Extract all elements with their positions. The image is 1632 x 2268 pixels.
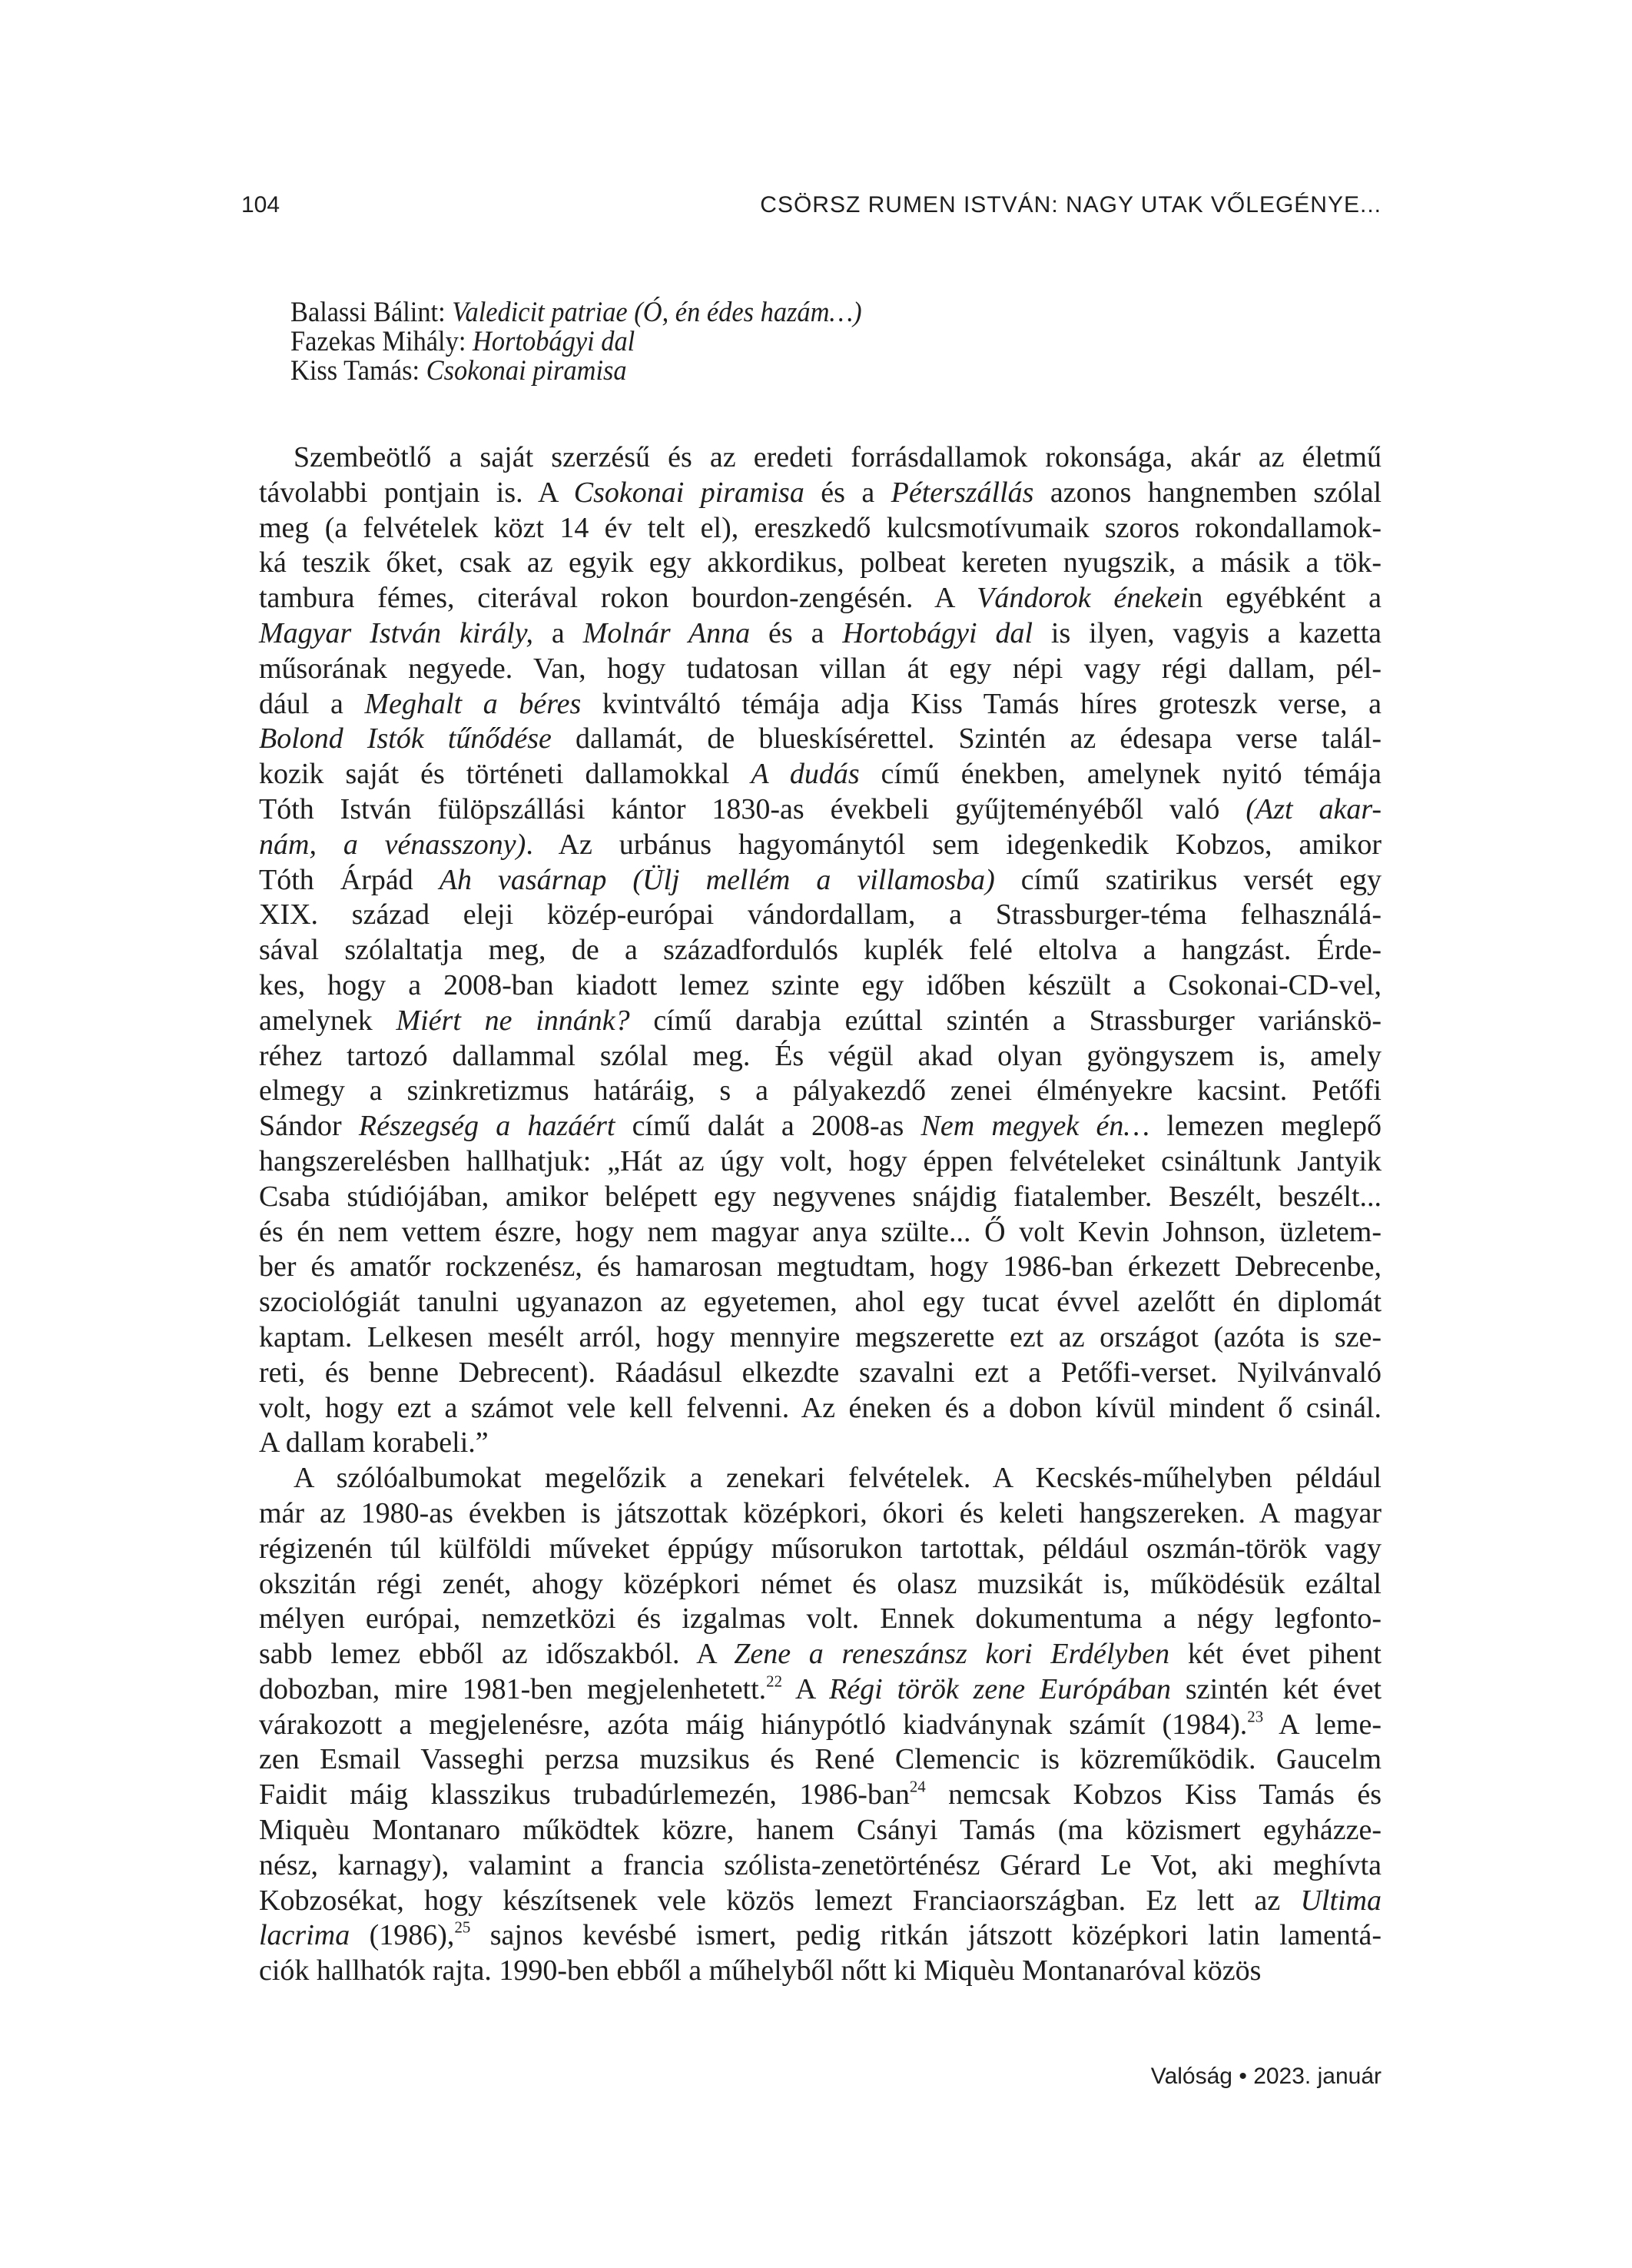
text-run: A: [782, 1672, 830, 1705]
text-line: [259, 1356, 1382, 1391]
text-run: ber és amatőr rockzenész, és hamarosan megtudtam, hogy 1986-ban érkezett Debrecenbe,: [259, 1250, 1382, 1283]
text-run: és én nem vettem észre, hogy nem magyar anya szülte... Ő volt Kevin Johnson, üzletem-: [259, 1215, 1382, 1248]
italic-title: Nem megyek én…: [920, 1110, 1150, 1143]
text-line: [259, 476, 1382, 511]
text-run: Tóth István fülöpszállási kántor 1830-as évekbeli gyűjteményéből való: [259, 792, 1246, 825]
footnote-reference: 23: [1247, 1707, 1264, 1726]
song-list-item: [290, 357, 862, 386]
text-line: [259, 581, 1382, 616]
text-run: kvintváltó témája adja Kiss Tamás híres groteszk verse, a: [581, 687, 1382, 720]
text-run: két évet pihent: [1169, 1638, 1382, 1671]
text-line: [259, 1884, 1382, 1919]
italic-title: (Azt akar-: [1246, 792, 1382, 825]
text-line: [259, 1461, 1382, 1496]
text-run: nész, karnagy), valamint a francia szólista-zenetörténész Gérard Le Vot, aki meghívta: [259, 1848, 1382, 1881]
italic-title: Csokonai piramisa: [573, 476, 804, 509]
text-run: várakozott a megjelenésre, azóta máig hiánypótló kiadványnak számít (1984).: [259, 1708, 1248, 1741]
text-run: kaptam. Lelkesen mesélt arról, hogy mennyire megszerette ezt az országot (azóta is sze-: [259, 1320, 1382, 1353]
text-line: [259, 1039, 1382, 1074]
italic-title: Péterszállás: [891, 476, 1034, 509]
text-run: volt, hogy ezt a számot vele kell felvenni. Az éneken és a dobon kívül mindent ő csinál.: [259, 1391, 1382, 1424]
journal-name: Valóság: [1150, 2064, 1232, 2089]
text-line: [259, 1109, 1382, 1144]
text-line: [259, 1004, 1382, 1039]
text-run: régizenén túl külföldi műveket éppúgy műsorukon tartottak, például oszmán-török vagy: [259, 1532, 1382, 1565]
text-run: szintén két évet: [1171, 1672, 1382, 1705]
footnote-reference: 24: [909, 1777, 926, 1796]
text-run: ciók hallhatók rajta. 1990-ben ebből a műhelyből nőtt ki Miquèu Montanaróval közös: [259, 1954, 1262, 1987]
text-run: elmegy a szinkretizmus határáig, s a pályakezdő zenei élményekre kacsint. Petőfi: [259, 1074, 1382, 1107]
text-line: [259, 1602, 1382, 1637]
running-title: CSÖRSZ RUMEN ISTVÁN: NAGY UTAK VŐLEGÉNYE...: [760, 192, 1382, 218]
text-run: okszitán régi zenét, ahogy középkori német és olasz muzsikát is, működésük ezáltal: [259, 1567, 1382, 1600]
text-run: meg (a felvételek közt 14 év telt el), ereszkedő kulcsmotívumaik szoros rokondallamok-: [259, 511, 1382, 544]
text-line: [259, 1532, 1382, 1567]
text-run: dallamát, de blueskísérettel. Szintén az édesapa verse talál-: [551, 722, 1382, 755]
text-run: kes, hogy a 2008-ban kiadott lemez szinte egy időben készült a Csokonai-CD-vel,: [259, 968, 1382, 1001]
text-line: [259, 652, 1382, 687]
italic-title: Bolond Istók tűnődése: [259, 722, 552, 755]
text-line: [259, 511, 1382, 546]
text-run: tambura fémes, citerával rokon bourdon-zengésén. A: [259, 582, 977, 615]
song-author: Fazekas Mihály:: [290, 326, 473, 357]
text-run: dobozban, mire 1981-ben megjelenhetett.: [259, 1672, 767, 1705]
song-title: Hortobágyi dal: [472, 326, 635, 357]
text-line: [259, 1778, 1382, 1813]
text-run: n egyébként a: [1188, 582, 1382, 615]
song-author: Kiss Tamás:: [290, 355, 426, 387]
article-body: [259, 440, 1382, 1989]
song-title: Csokonai piramisa: [426, 355, 627, 387]
italic-title: Magyar István király,: [259, 616, 534, 649]
text-line: [259, 898, 1382, 933]
text-line: [259, 1496, 1382, 1532]
text-run: amelynek: [259, 1004, 396, 1037]
text-run: A szólóalbumokat megelőzik a zenekari felvételek. A Kecskés-műhelyben például: [294, 1462, 1382, 1495]
text-run: Miquèu Montanaro működtek közre, hanem Csányi Tamás (ma közismert egyházze-: [259, 1814, 1382, 1847]
text-run: nemcsak Kobzos Kiss Tamás és: [925, 1778, 1382, 1811]
text-line: [259, 1918, 1382, 1954]
text-line: [259, 968, 1382, 1004]
text-line: [259, 1391, 1382, 1426]
text-run: ká teszik őket, csak az egyik egy akkordikus, polbeat kereten nyugszik, a másik a tök-: [259, 546, 1382, 579]
song-title: Valedicit patriae (Ó, én édes hazám…): [452, 297, 862, 328]
italic-title: A dudás: [751, 758, 860, 791]
text-run: című énekben, amelynek nyitó témája: [859, 758, 1382, 791]
text-line: [259, 1250, 1382, 1285]
text-line: [259, 1285, 1382, 1320]
text-run: és a: [804, 476, 891, 509]
footer-separator: •: [1239, 2064, 1247, 2089]
text-run: sajnos kevésbé ismert, pedig ritkán játszott középkori latin lamentá-: [470, 1919, 1382, 1952]
text-run: című dalát a 2008-as: [615, 1110, 921, 1143]
italic-title: nám, a vénasszony): [259, 828, 526, 861]
page-footer: [1109, 2063, 1382, 2090]
text-run: és a: [750, 616, 843, 649]
text-line: [259, 828, 1382, 863]
text-line: [259, 1426, 1382, 1461]
text-run: távolabbi pontjain is. A: [259, 476, 574, 509]
page-header: [241, 191, 1382, 219]
text-run: is ilyen, vagyis a kazetta: [1033, 616, 1382, 649]
italic-title: Ultima: [1300, 1884, 1382, 1917]
text-run: (1986),: [350, 1919, 455, 1952]
italic-title: Régi török zene Európában: [829, 1672, 1172, 1705]
text-line: [259, 687, 1382, 722]
text-line: [259, 1180, 1382, 1215]
text-run: Szembeötlő a saját szerzésű és az eredeti forrásdallamok rokonsága, akár az életmű: [294, 441, 1382, 473]
text-line: [259, 757, 1382, 792]
italic-title: Meghalt a béres: [364, 687, 582, 720]
text-line: [259, 1144, 1382, 1180]
text-run: zen Esmail Vasseghi perzsa muzsikus és René Clemencic is közreműködik. Gaucelm: [259, 1743, 1382, 1776]
text-run: szociológiát tanulni ugyanazon az egyetemen, ahol egy tucat évvel azelőtt én diplomát: [259, 1286, 1382, 1319]
italic-title: Részegség a hazáért: [358, 1110, 615, 1143]
italic-title: Molnár Anna: [582, 616, 751, 649]
text-run: Faidit máig klasszikus trubadúrlemezén, 1986-ban: [259, 1778, 910, 1811]
song-list-item: [290, 298, 862, 327]
text-line: [259, 616, 1382, 652]
text-line: [259, 440, 1382, 476]
text-run: sabb lemez ebből az időszakból. A: [259, 1638, 735, 1671]
footnote-reference: 22: [766, 1672, 783, 1691]
italic-title: lacrima: [259, 1919, 350, 1952]
text-run: sával szólaltatja meg, de a századfordulós kuplék felé eltolva a hangzást. Érde-: [259, 934, 1382, 967]
text-run: azonos hangnemben szólal: [1033, 476, 1382, 509]
text-run: Csaba stúdiójában, amikor belépett egy negyvenes snájdig fiatalember. Beszélt, beszélt...: [259, 1180, 1382, 1213]
text-line: [259, 1215, 1382, 1250]
text-run: XIX. század eleji közép-európai vándordallam, a Strassburger-téma felhasználá-: [259, 898, 1382, 931]
text-line: [259, 546, 1382, 581]
text-line: [259, 863, 1382, 898]
text-run: A leme-: [1263, 1708, 1382, 1741]
page-number: 104: [241, 192, 280, 218]
text-run: a: [533, 616, 583, 649]
text-run: Kobzosékat, hogy készítsenek vele közös lemezt Franciaországban. Ez lett az: [259, 1884, 1301, 1917]
text-run: mélyen európai, nemzetközi és izgalmas volt. Ennek dokumentuma a négy legfonto-: [259, 1602, 1382, 1635]
text-run: című darabja ezúttal szintén a Strassburger variánskö-: [629, 1004, 1382, 1037]
text-run: dául a: [259, 687, 365, 720]
text-line: [259, 1320, 1382, 1356]
text-run: műsorának negyede. Van, hogy tudatosan villan át egy népi vagy régi dallam, pél-: [259, 652, 1382, 685]
text-line: [259, 1813, 1382, 1848]
italic-title: Vándorok énekei: [977, 582, 1189, 615]
text-line: [259, 792, 1382, 828]
text-line: [259, 1954, 1382, 1989]
text-line: [259, 933, 1382, 968]
text-run: lemezen meglepő: [1149, 1110, 1382, 1143]
text-run: reti, és benne Debrecent). Ráadásul elkezdte szavalni ezt a Petőfi-verset. Nyilvánvaló: [259, 1356, 1382, 1389]
text-run: kozik saját és történeti dallamokkal: [259, 758, 751, 791]
text-line: [259, 1708, 1382, 1743]
issue-date: 2023. január: [1253, 2064, 1382, 2089]
text-run: Tóth Árpád: [259, 863, 440, 896]
text-run: . Az urbánus hagyománytól sem idegenkedik Kobzos, amikor: [526, 828, 1382, 861]
footnote-reference: 25: [454, 1918, 471, 1937]
text-run: réhez tartozó dallammal szólal meg. És végül akad olyan gyöngyszem is, amely: [259, 1039, 1382, 1072]
song-list-item: [290, 327, 862, 357]
text-run: hangszerelésben hallhatjuk: „Hát az úgy volt, hogy éppen felvételeket csináltunk Jantyik: [259, 1144, 1382, 1177]
text-line: [259, 1567, 1382, 1602]
text-run: Sándor: [259, 1110, 359, 1143]
text-run: már az 1980-as években is játszottak középkori, ókori és keleti hangszereken. A magyar: [259, 1496, 1382, 1529]
italic-title: Ah vasárnap (Ülj mellém a villamosba): [439, 863, 995, 896]
song-author: Balassi Bálint:: [290, 297, 453, 328]
text-run: című szatirikus versét egy: [994, 863, 1382, 896]
text-line: [259, 1672, 1382, 1708]
text-line: [259, 1848, 1382, 1884]
text-line: [259, 1742, 1382, 1778]
italic-title: Zene a reneszánsz kori Erdélyben: [734, 1638, 1170, 1671]
italic-title: Miért ne innánk?: [396, 1004, 630, 1037]
paragraph: [259, 440, 1382, 1461]
song-list: [290, 298, 905, 386]
paragraph: [259, 1461, 1382, 1989]
text-line: [259, 722, 1382, 757]
text-line: [259, 1637, 1382, 1672]
text-line: [259, 1074, 1382, 1109]
italic-title: Hortobágyi dal: [842, 616, 1033, 649]
text-run: A dallam korabeli.”: [259, 1426, 489, 1459]
